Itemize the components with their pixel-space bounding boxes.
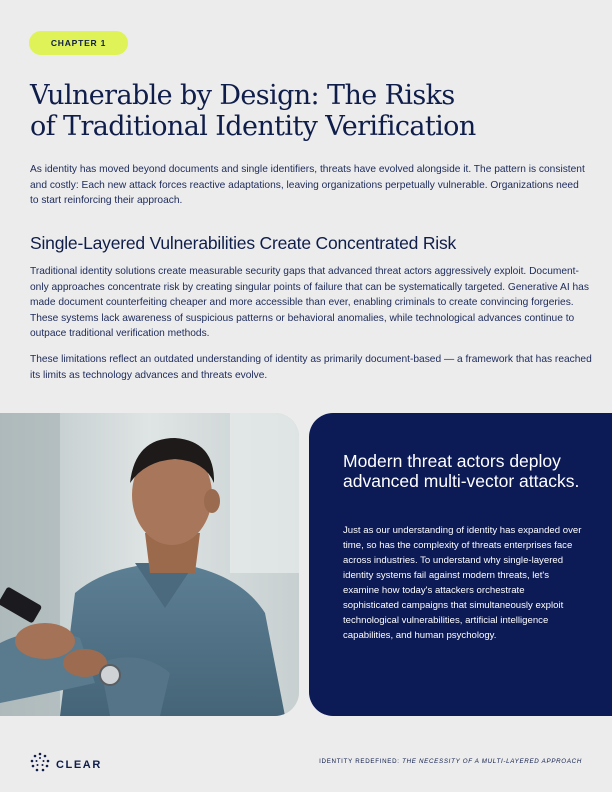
callout-panel <box>309 413 612 716</box>
dotted-circle-logo-icon <box>30 752 50 777</box>
page-title-line-1: Vulnerable by Design: The Risks <box>30 80 455 111</box>
clear-logo <box>30 752 102 777</box>
footer-title-prefix: IDENTITY REDEFINED: <box>319 758 403 765</box>
chapter-badge: CHAPTER 1 <box>29 31 128 55</box>
callout-body: Just as our understanding of identity has expanded over time, so has the complexity of threats enterprises face across industries. To understand why single-layered identity systems fail against modern threats, let's examine how today's attackers orchestrate sophisticated campaigns that simultaneously exploit technological vulnerabilities, artificial intelligence capabilities, and human psychology. <box>343 525 582 641</box>
man-with-phone-photo <box>0 413 299 716</box>
page-title <box>30 80 550 142</box>
section-paragraph-2: These limitations reflect an outdated understanding of identity as primarily document-based — a framework that has reached its limits as technology advances and threats evolve. <box>30 354 592 381</box>
footer-document-title <box>319 758 582 765</box>
footer-title-italic: THE NECESSITY OF A MULTI-LAYERED APPROACH <box>402 758 582 765</box>
man-with-phone-illustration <box>0 413 299 716</box>
page-title-line-2: of Traditional Identity Verification <box>30 111 476 142</box>
logo-wordmark: CLEAR <box>56 758 102 771</box>
section-heading: Single-Layered Vulnerabilities Create Concentrated Risk <box>30 233 457 253</box>
callout-heading: Modern threat actors deploy advanced multi-vector attacks. <box>343 451 580 491</box>
section-paragraph-1: Traditional identity solutions create measurable security gaps that advanced threat actors aggressively exploit. Document-only approaches concentrate risk by creating singular points of failure that can be systematically targeted. Generative AI has made document counterfeiting cheaper and more accessible than ever, enabling criminals to create convincing forgeries. These systems lack awareness of suspicious patterns or behavioral anomalies, while technological advances continue to outpace traditional verification methods. <box>30 266 589 339</box>
intro-paragraph: As identity has moved beyond documents and single identifiers, threats have evolved alongside it. The pattern is consistent and costly: Each new attack forces reactive adaptations, leaving organizations perpetually vulnerable. Organizations need to start reinforcing their approach. <box>30 164 585 206</box>
